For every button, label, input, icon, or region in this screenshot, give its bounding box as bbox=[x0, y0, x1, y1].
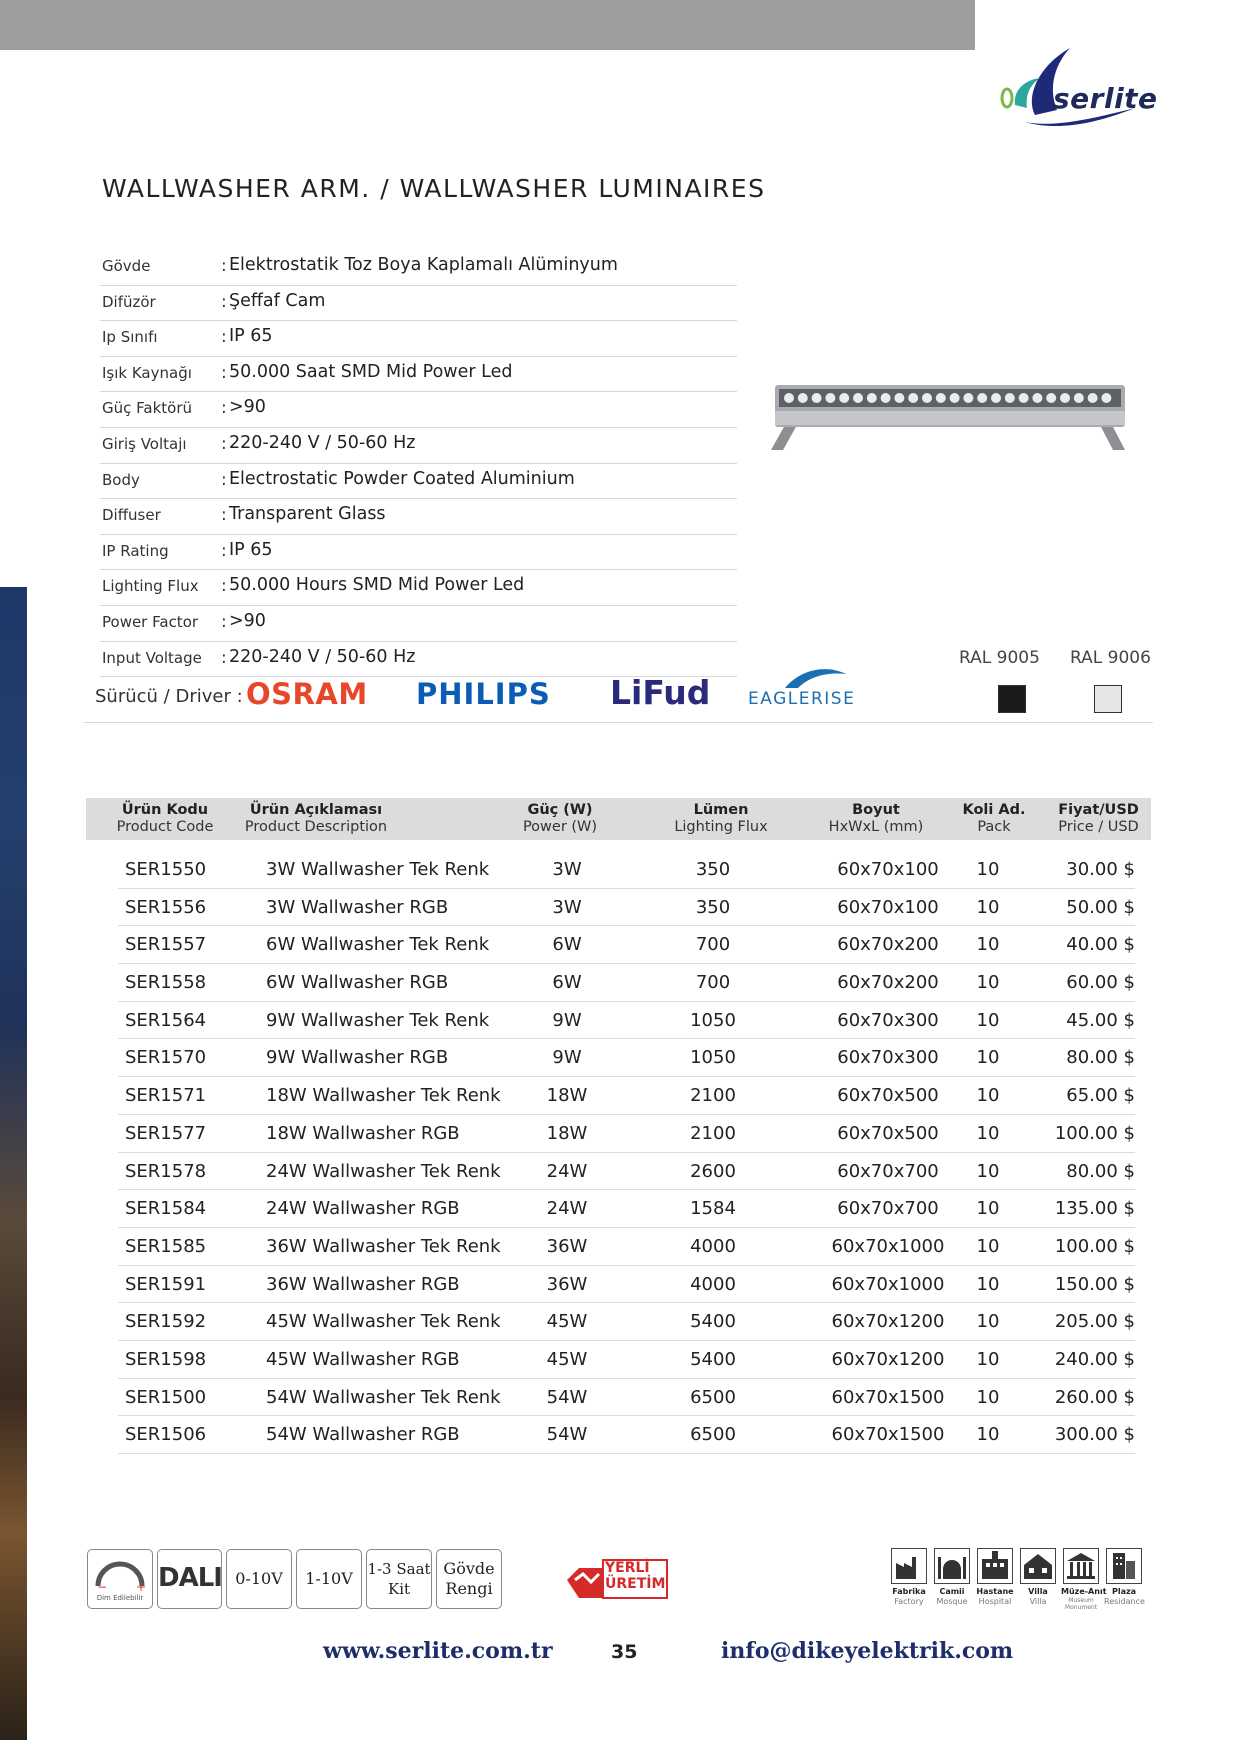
table-row bbox=[118, 1303, 1135, 1341]
led-dot bbox=[867, 393, 877, 403]
cell-code: SER1571 bbox=[125, 1085, 207, 1107]
led-dot bbox=[991, 393, 1001, 403]
use-plaza bbox=[1104, 1548, 1144, 1607]
emergency-kit-badge bbox=[366, 1549, 432, 1609]
title-separator: / bbox=[370, 174, 400, 203]
cell-price: 45.00 $ bbox=[1066, 1009, 1135, 1031]
cell-power: 9W bbox=[552, 1009, 582, 1031]
led-dot bbox=[839, 393, 849, 403]
spec-value: Şeffaf Cam bbox=[229, 290, 326, 311]
spec-row bbox=[100, 464, 737, 500]
cell-price: 240.00 $ bbox=[1054, 1348, 1135, 1370]
cell-desc: 54W Wallwasher RGB bbox=[266, 1424, 460, 1446]
cell-price: 80.00 $ bbox=[1066, 1047, 1135, 1069]
cell-flux: 1050 bbox=[690, 1047, 736, 1069]
cell-code: SER1500 bbox=[125, 1386, 207, 1408]
cell-pack: 10 bbox=[976, 1198, 1000, 1220]
header-code-en: Product Code bbox=[116, 819, 214, 835]
application-areas bbox=[889, 1548, 1151, 1618]
cell-code: SER1584 bbox=[125, 1198, 207, 1220]
header-code bbox=[100, 802, 230, 836]
cell-code: SER1577 bbox=[125, 1122, 207, 1144]
spec-value: Elektrostatik Toz Boya Kaplamalı Alüminyum bbox=[229, 255, 618, 275]
1-10v-badge: 1-10V bbox=[296, 1549, 362, 1609]
spec-value: Electrostatic Powder Coated Aluminium bbox=[229, 468, 575, 489]
cell-flux: 700 bbox=[695, 972, 731, 994]
use-label: Camii bbox=[939, 1587, 965, 1596]
cell-power: 9W bbox=[552, 1047, 582, 1069]
cell-desc: 45W Wallwasher Tek Renk bbox=[266, 1311, 501, 1333]
spec-colon: : bbox=[221, 327, 227, 348]
cell-price: 300.00 $ bbox=[1054, 1424, 1135, 1446]
cell-pack: 10 bbox=[976, 1009, 1000, 1031]
product-table bbox=[118, 851, 1135, 1454]
spec-colon: : bbox=[221, 611, 227, 632]
led-dot bbox=[950, 393, 960, 403]
spec-value: IP 65 bbox=[229, 539, 273, 560]
header-bar bbox=[0, 0, 975, 50]
spec-label: Güç Faktörü bbox=[102, 399, 193, 418]
led-dot bbox=[881, 393, 891, 403]
dimmable-badge bbox=[87, 1549, 153, 1609]
led-dot bbox=[1019, 393, 1029, 403]
cell-flux: 1584 bbox=[690, 1198, 736, 1220]
cell-pack: 10 bbox=[976, 1122, 1000, 1144]
led-dot bbox=[1088, 393, 1098, 403]
cell-power: 54W bbox=[546, 1424, 588, 1446]
header-pack bbox=[944, 802, 1044, 836]
museum-icon bbox=[1063, 1548, 1099, 1584]
spec-label: Input Voltage bbox=[102, 648, 202, 667]
local-production-label bbox=[605, 1560, 665, 1592]
cell-desc: 24W Wallwasher Tek Renk bbox=[266, 1160, 501, 1182]
spec-row bbox=[100, 535, 737, 571]
cell-power: 6W bbox=[552, 934, 582, 956]
cell-flux: 1050 bbox=[690, 1009, 736, 1031]
header-dim-en: HxWxL (mm) bbox=[828, 819, 924, 835]
use-label: Hastane bbox=[976, 1587, 1014, 1596]
spec-label: Body bbox=[102, 470, 140, 489]
ral-9005-swatch bbox=[998, 685, 1026, 713]
cell-flux: 5400 bbox=[690, 1311, 736, 1333]
dali-badge: DALI bbox=[157, 1549, 222, 1609]
spec-label: Difüzör bbox=[102, 292, 156, 311]
led-dot bbox=[936, 393, 946, 403]
cell-code: SER1591 bbox=[125, 1273, 207, 1295]
spec-colon: : bbox=[221, 576, 227, 597]
cell-price: 260.00 $ bbox=[1054, 1386, 1135, 1408]
cell-power: 36W bbox=[546, 1273, 588, 1295]
spec-row bbox=[100, 321, 737, 357]
title-en: WALLWASHER LUMINAIRES bbox=[399, 174, 766, 203]
spec-label: Diffuser bbox=[102, 506, 161, 525]
cell-desc: 18W Wallwasher RGB bbox=[266, 1122, 460, 1144]
cell-price: 150.00 $ bbox=[1054, 1273, 1135, 1295]
spec-label: Ip Sınıfı bbox=[102, 328, 158, 347]
govde-line-2: Rengi bbox=[445, 1579, 493, 1598]
use-label: Fabrika bbox=[892, 1587, 926, 1596]
cell-flux: 2100 bbox=[690, 1122, 736, 1144]
led-dot bbox=[1005, 393, 1015, 403]
header-power-tr: Güç (W) bbox=[527, 802, 593, 818]
factory-icon bbox=[891, 1548, 927, 1584]
cell-dim: 60x70x1000 bbox=[831, 1235, 945, 1257]
table-row bbox=[118, 1153, 1135, 1191]
header-dim bbox=[806, 802, 946, 836]
cell-code: SER1598 bbox=[125, 1348, 207, 1370]
cell-dim: 60x70x1000 bbox=[831, 1273, 945, 1295]
cell-dim: 60x70x300 bbox=[837, 1009, 939, 1031]
header-code-tr: Ürün Kodu bbox=[121, 802, 209, 818]
table-row bbox=[118, 1416, 1135, 1454]
spec-row bbox=[100, 642, 737, 678]
cell-power: 3W bbox=[552, 859, 582, 880]
cell-dim: 60x70x500 bbox=[837, 1085, 939, 1107]
cell-dim: 60x70x700 bbox=[837, 1160, 939, 1182]
header-desc bbox=[236, 802, 396, 836]
divider bbox=[84, 722, 1153, 723]
header-flux-tr: Lümen bbox=[693, 802, 749, 818]
cell-power: 18W bbox=[546, 1122, 588, 1144]
led-dot bbox=[798, 393, 808, 403]
table-row bbox=[118, 1190, 1135, 1228]
header-pack-tr: Koli Ad. bbox=[962, 802, 1026, 818]
spec-colon: : bbox=[221, 433, 227, 454]
cell-flux: 6500 bbox=[690, 1386, 736, 1408]
spec-label: Lighting Flux bbox=[102, 577, 199, 596]
cell-pack: 10 bbox=[976, 1424, 1000, 1446]
lifud-logo: LiFud bbox=[610, 673, 711, 712]
body-color-badge bbox=[436, 1549, 502, 1609]
page-title bbox=[102, 174, 765, 203]
table-row bbox=[118, 1341, 1135, 1379]
cell-desc: 3W Wallwasher RGB bbox=[266, 896, 449, 918]
use-label-en: Villa bbox=[1029, 1597, 1047, 1606]
led-dot bbox=[922, 393, 932, 403]
cell-flux: 4000 bbox=[690, 1235, 736, 1257]
cell-desc: 36W Wallwasher Tek Renk bbox=[266, 1235, 501, 1257]
spec-colon: : bbox=[221, 505, 227, 526]
cell-desc: 45W Wallwasher RGB bbox=[266, 1348, 460, 1370]
cell-dim: 60x70x1200 bbox=[831, 1348, 945, 1370]
cell-flux: 4000 bbox=[690, 1273, 736, 1295]
spec-value: 220-240 V / 50-60 Hz bbox=[229, 646, 416, 667]
led-dot bbox=[825, 393, 835, 403]
header-price-en: Price / USD bbox=[1058, 819, 1139, 835]
plaza-icon bbox=[1106, 1548, 1142, 1584]
cell-pack: 10 bbox=[976, 1047, 1000, 1069]
header-desc-tr: Ürün Açıklaması bbox=[249, 802, 383, 818]
cell-desc: 54W Wallwasher Tek Renk bbox=[266, 1386, 501, 1408]
cell-dim: 60x70x1500 bbox=[831, 1424, 945, 1446]
dimmable-caption: Dim Edilebilir bbox=[96, 1594, 144, 1602]
spec-row bbox=[100, 286, 737, 322]
spec-colon: : bbox=[221, 469, 227, 490]
cell-price: 30.00 $ bbox=[1066, 859, 1135, 880]
ral-label: RAL 9006 bbox=[1070, 648, 1151, 668]
cell-price: 40.00 $ bbox=[1066, 934, 1135, 956]
spec-label: Giriş Voltajı bbox=[102, 434, 187, 453]
cell-desc: 3W Wallwasher Tek Renk bbox=[266, 859, 490, 880]
led-dot bbox=[1032, 393, 1042, 403]
cell-power: 3W bbox=[552, 896, 582, 918]
use-hospital bbox=[975, 1548, 1015, 1607]
spec-colon: : bbox=[221, 398, 227, 419]
header-flux-en: Lighting Flux bbox=[674, 819, 768, 835]
cell-pack: 10 bbox=[976, 1273, 1000, 1295]
spec-value: 50.000 Hours SMD Mid Power Led bbox=[229, 575, 525, 596]
cell-code: SER1556 bbox=[125, 896, 207, 918]
table-row bbox=[118, 1266, 1135, 1304]
use-label: Plaza bbox=[1111, 1587, 1137, 1596]
cell-code: SER1592 bbox=[125, 1311, 207, 1333]
cell-power: 18W bbox=[546, 1085, 588, 1107]
cell-flux: 350 bbox=[695, 859, 731, 880]
spec-value: IP 65 bbox=[229, 326, 273, 347]
header-power-en: Power (W) bbox=[522, 819, 598, 835]
led-dot bbox=[908, 393, 918, 403]
use-label-en: Hospital bbox=[978, 1597, 1012, 1606]
cell-power: 6W bbox=[552, 972, 582, 994]
spec-row bbox=[100, 357, 737, 393]
osram-logo: OSRAM bbox=[246, 677, 368, 711]
cell-pack: 10 bbox=[976, 1235, 1000, 1257]
cell-price: 80.00 $ bbox=[1066, 1160, 1135, 1182]
website-link[interactable]: www.serlite.com.tr bbox=[323, 1638, 553, 1664]
cell-code: SER1578 bbox=[125, 1160, 207, 1182]
cell-flux: 350 bbox=[695, 896, 731, 918]
cell-pack: 10 bbox=[976, 1348, 1000, 1370]
cell-price: 100.00 $ bbox=[1054, 1235, 1135, 1257]
cell-dim: 60x70x100 bbox=[837, 859, 939, 880]
spec-row bbox=[100, 570, 737, 606]
use-label: Villa bbox=[1028, 1587, 1048, 1596]
table-row bbox=[118, 889, 1135, 927]
use-label-en: Museum Monument bbox=[1064, 1597, 1098, 1611]
spec-value: Transparent Glass bbox=[229, 504, 386, 525]
cell-pack: 10 bbox=[976, 1311, 1000, 1333]
table-row bbox=[118, 926, 1135, 964]
led-dot bbox=[1101, 393, 1111, 403]
table-row bbox=[118, 1077, 1135, 1115]
cell-code: SER1564 bbox=[125, 1009, 207, 1031]
cell-power: 45W bbox=[546, 1348, 588, 1370]
villa-icon bbox=[1020, 1548, 1056, 1584]
cell-desc: 9W Wallwasher Tek Renk bbox=[266, 1009, 490, 1031]
cell-power: 36W bbox=[546, 1235, 588, 1257]
eaglerise-logo: EAGLERISE bbox=[748, 689, 856, 709]
led-dot bbox=[1074, 393, 1084, 403]
0-10v-badge: 0-10V bbox=[226, 1549, 292, 1609]
side-photo-strip bbox=[0, 587, 27, 1740]
yerli-line-2: ÜRETİM bbox=[605, 1576, 666, 1592]
spec-colon: : bbox=[221, 540, 227, 561]
header-flux bbox=[656, 802, 786, 836]
cell-pack: 10 bbox=[976, 972, 1000, 994]
cell-price: 100.00 $ bbox=[1054, 1122, 1135, 1144]
kit-line-1: 1-3 Saat bbox=[367, 1560, 431, 1578]
cell-dim: 60x70x300 bbox=[837, 1047, 939, 1069]
cell-desc: 6W Wallwasher RGB bbox=[266, 972, 449, 994]
cell-flux: 5400 bbox=[690, 1348, 736, 1370]
spec-row bbox=[100, 606, 737, 642]
philips-logo: PHILIPS bbox=[416, 677, 551, 711]
cell-code: SER1506 bbox=[125, 1424, 207, 1446]
cell-dim: 60x70x200 bbox=[837, 934, 939, 956]
spec-label: IP Rating bbox=[102, 541, 169, 560]
header-price-tr: Fiyat/USD bbox=[1058, 802, 1139, 818]
led-dot bbox=[977, 393, 987, 403]
led-dot bbox=[1046, 393, 1056, 403]
spec-colon: : bbox=[221, 256, 227, 276]
cell-power: 24W bbox=[546, 1198, 588, 1220]
spec-row bbox=[100, 428, 737, 464]
use-label-en: Mosque bbox=[936, 1597, 968, 1606]
cell-pack: 10 bbox=[976, 1386, 1000, 1408]
spec-value: >90 bbox=[229, 610, 266, 631]
cell-dim: 60x70x1500 bbox=[831, 1386, 945, 1408]
spec-colon: : bbox=[221, 647, 227, 668]
cell-price: 135.00 $ bbox=[1054, 1198, 1135, 1220]
yerli-line-1: YERLİ bbox=[605, 1560, 650, 1576]
kit-line-2: Kit bbox=[387, 1580, 411, 1598]
cell-desc: 9W Wallwasher RGB bbox=[266, 1047, 449, 1069]
header-price bbox=[1046, 802, 1151, 836]
table-row bbox=[118, 1228, 1135, 1266]
led-dot bbox=[812, 393, 822, 403]
eaglerise-wing-icon bbox=[780, 664, 850, 692]
header-pack-en: Pack bbox=[977, 819, 1011, 835]
cell-dim: 60x70x700 bbox=[837, 1198, 939, 1220]
svg-text:−: − bbox=[97, 1580, 108, 1594]
wallwasher-product-image bbox=[765, 365, 1135, 455]
cell-code: SER1558 bbox=[125, 972, 207, 994]
cell-power: 45W bbox=[546, 1311, 588, 1333]
cell-dim: 60x70x200 bbox=[837, 972, 939, 994]
cell-desc: 18W Wallwasher Tek Renk bbox=[266, 1085, 501, 1107]
led-dot bbox=[963, 393, 973, 403]
cell-desc: 6W Wallwasher Tek Renk bbox=[266, 934, 490, 956]
dimmer-icon bbox=[88, 1550, 152, 1594]
spec-value: 50.000 Saat SMD Mid Power Led bbox=[229, 361, 513, 382]
use-label-en: Factory bbox=[894, 1597, 924, 1606]
use-factory bbox=[889, 1548, 929, 1607]
cell-code: SER1570 bbox=[125, 1047, 207, 1069]
cell-desc: 36W Wallwasher RGB bbox=[266, 1273, 460, 1295]
mosque-icon bbox=[934, 1548, 970, 1584]
table-row bbox=[118, 1002, 1135, 1040]
header-desc-en: Product Description bbox=[244, 819, 388, 835]
cell-dim: 60x70x1200 bbox=[831, 1311, 945, 1333]
cell-flux: 700 bbox=[695, 934, 731, 956]
table-header bbox=[86, 798, 1151, 840]
cell-price: 65.00 $ bbox=[1066, 1085, 1135, 1107]
spec-value: 220-240 V / 50-60 Hz bbox=[229, 432, 416, 453]
cell-flux: 2100 bbox=[690, 1085, 736, 1107]
page-number: 35 bbox=[611, 1641, 638, 1663]
led-dot bbox=[894, 393, 904, 403]
cell-pack: 10 bbox=[976, 934, 1000, 956]
cell-code: SER1585 bbox=[125, 1235, 207, 1257]
cell-pack: 10 bbox=[976, 896, 1000, 918]
led-dot bbox=[853, 393, 863, 403]
header-power bbox=[510, 802, 610, 836]
cell-power: 54W bbox=[546, 1386, 588, 1408]
cell-pack: 10 bbox=[976, 1085, 1000, 1107]
spec-label: Işık Kaynağı bbox=[102, 363, 192, 382]
table-row bbox=[118, 964, 1135, 1002]
hospital-icon bbox=[977, 1548, 1013, 1584]
driver-label: Sürücü / Driver : bbox=[95, 686, 243, 707]
svg-text:+: + bbox=[136, 1580, 147, 1594]
cell-price: 60.00 $ bbox=[1066, 972, 1135, 994]
led-dot bbox=[1060, 393, 1070, 403]
ral-label: RAL 9005 bbox=[959, 648, 1040, 668]
spec-row bbox=[100, 392, 737, 428]
cell-price: 205.00 $ bbox=[1054, 1311, 1135, 1333]
spec-row bbox=[100, 499, 737, 535]
cell-flux: 2600 bbox=[690, 1160, 736, 1182]
cell-desc: 24W Wallwasher RGB bbox=[266, 1198, 460, 1220]
spec-row bbox=[100, 250, 737, 286]
led-dot bbox=[784, 393, 794, 403]
cell-dim: 60x70x500 bbox=[837, 1122, 939, 1144]
cell-price: 50.00 $ bbox=[1066, 896, 1135, 918]
use-mosque bbox=[932, 1548, 972, 1607]
spec-colon: : bbox=[221, 362, 227, 383]
table-row bbox=[118, 1115, 1135, 1153]
use-villa bbox=[1018, 1548, 1058, 1607]
email-link[interactable]: info@dikeyelektrik.com bbox=[721, 1638, 1014, 1664]
spec-colon: : bbox=[221, 291, 227, 312]
table-row bbox=[118, 851, 1135, 889]
spec-label: Power Factor bbox=[102, 612, 199, 631]
table-row bbox=[118, 1379, 1135, 1417]
header-dim-tr: Boyut bbox=[852, 802, 900, 818]
govde-line-1: Gövde bbox=[443, 1559, 495, 1578]
cell-power: 24W bbox=[546, 1160, 588, 1182]
cell-pack: 10 bbox=[976, 859, 1000, 880]
ral-9006-swatch bbox=[1094, 685, 1122, 713]
cell-dim: 60x70x100 bbox=[837, 896, 939, 918]
spec-value: >90 bbox=[229, 397, 266, 418]
table-row bbox=[118, 1039, 1135, 1077]
spec-list bbox=[100, 250, 737, 677]
cell-flux: 6500 bbox=[690, 1424, 736, 1446]
use-museum bbox=[1061, 1548, 1107, 1611]
use-label: Müze-Anıt bbox=[1061, 1587, 1107, 1596]
use-label-en: Residance bbox=[1104, 1597, 1145, 1606]
cell-code: SER1557 bbox=[125, 934, 207, 956]
spec-label: Gövde bbox=[102, 257, 151, 275]
cell-code: SER1550 bbox=[125, 859, 207, 880]
cell-pack: 10 bbox=[976, 1160, 1000, 1182]
title-tr: WALLWASHER ARM. bbox=[102, 174, 371, 203]
brand-name: serlite bbox=[1053, 82, 1158, 115]
